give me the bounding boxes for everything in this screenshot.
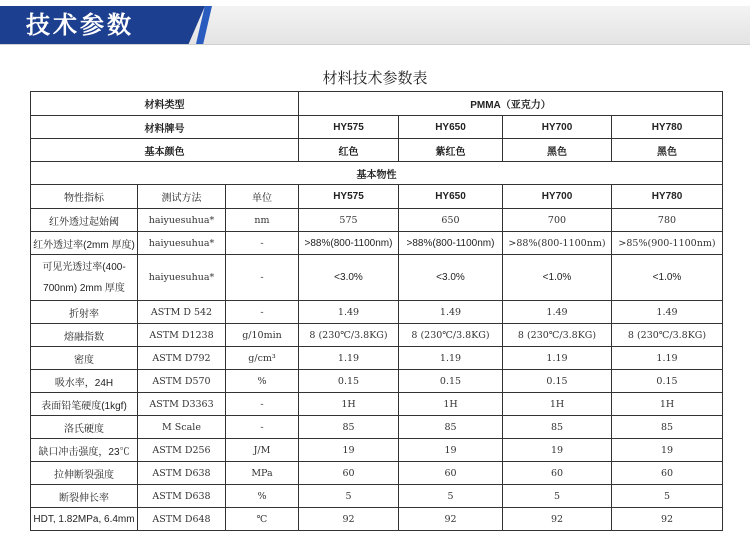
table-row (31, 393, 723, 416)
grade-cell: HY780 (612, 116, 723, 139)
column-header: HY700 (503, 185, 612, 209)
color-cell: 红色 (299, 139, 399, 162)
value-cell: 60 (399, 462, 503, 485)
color-cell: 紫红色 (399, 139, 503, 162)
value-cell: 85 (399, 416, 503, 439)
method-cell: ASTM D1238 (138, 324, 226, 347)
property-cell: 表面铅笔硬度(1kgf) (31, 393, 138, 416)
value-cell: 19 (299, 439, 399, 462)
value-cell: 0.15 (299, 370, 399, 393)
unit-cell: - (226, 416, 299, 439)
property-cell: 洛氏硬度 (31, 416, 138, 439)
material-type-value: PMMA（亚克力） (299, 92, 723, 116)
section-heading: 基本物性 (31, 162, 723, 185)
value-cell: 1H (612, 393, 723, 416)
property-cell: 熔融指数 (31, 324, 138, 347)
table-row (31, 508, 723, 531)
method-cell: ASTM D570 (138, 370, 226, 393)
value-cell: 85 (503, 416, 612, 439)
property-cell: 密度 (31, 347, 138, 370)
method-cell: ASTM D 542 (138, 301, 226, 324)
grade-row (31, 116, 723, 139)
unit-cell: - (226, 393, 299, 416)
column-header: 测试方法 (138, 185, 226, 209)
value-cell: 92 (612, 508, 723, 531)
method-cell: ASTM D792 (138, 347, 226, 370)
property-cell: 拉伸断裂强度 (31, 462, 138, 485)
value-cell: 1.49 (299, 301, 399, 324)
value-cell: 1.19 (503, 347, 612, 370)
value-cell: <3.0% (299, 255, 399, 301)
value-cell: 575 (299, 209, 399, 232)
property-cell: 缺口冲击强度，23℃ (31, 439, 138, 462)
value-cell: >88%(800-1100nm) (503, 232, 612, 255)
color-row (31, 139, 723, 162)
table-row (31, 301, 723, 324)
material-type-label: 材料类型 (31, 92, 299, 116)
table-row (31, 209, 723, 232)
method-cell: ASTM D638 (138, 485, 226, 508)
material-type-row (31, 92, 723, 116)
value-cell: <1.0% (612, 255, 723, 301)
grade-cell: HY650 (399, 116, 503, 139)
value-cell: 1.19 (299, 347, 399, 370)
table-row (31, 485, 723, 508)
value-cell: 5 (299, 485, 399, 508)
value-cell: 1H (399, 393, 503, 416)
property-cell: 红外透过率(2mm 厚度) (31, 232, 138, 255)
grade-cell: HY575 (299, 116, 399, 139)
value-cell: 5 (612, 485, 723, 508)
unit-cell: % (226, 370, 299, 393)
header-bar (0, 0, 750, 48)
property-cell: HDT, 1.82MPa, 6.4mm (31, 508, 138, 531)
spec-table (30, 91, 723, 531)
value-cell: 19 (503, 439, 612, 462)
value-cell: >85%(900-1100nm) (612, 232, 723, 255)
property-cell: 折射率 (31, 301, 138, 324)
value-cell: 8 (230℃/3.8KG) (612, 324, 723, 347)
page-title: 技术参数 (26, 11, 134, 39)
value-cell: 700 (503, 209, 612, 232)
unit-cell: - (226, 255, 299, 301)
method-cell: M Scale (138, 416, 226, 439)
value-cell: 1H (299, 393, 399, 416)
grade-cell: HY700 (503, 116, 612, 139)
color-cell: 黑色 (503, 139, 612, 162)
value-cell: 92 (299, 508, 399, 531)
method-cell: ASTM D3363 (138, 393, 226, 416)
column-header: 物性指标 (31, 185, 138, 209)
value-cell: >88%(800-1100nm) (299, 232, 399, 255)
method-cell: haiyuesuhua* (138, 232, 226, 255)
table-row (31, 439, 723, 462)
table-row (31, 416, 723, 439)
value-cell: 0.15 (399, 370, 503, 393)
value-cell: 60 (503, 462, 612, 485)
value-cell: 780 (612, 209, 723, 232)
column-header: HY650 (399, 185, 503, 209)
method-cell: haiyuesuhua* (138, 209, 226, 232)
unit-cell: MPa (226, 462, 299, 485)
property-cell: 红外透过起始阈 (31, 209, 138, 232)
unit-cell: % (226, 485, 299, 508)
unit-cell: ℃ (226, 508, 299, 531)
value-cell: 0.15 (503, 370, 612, 393)
value-cell: 8 (230℃/3.8KG) (399, 324, 503, 347)
column-header: HY575 (299, 185, 399, 209)
value-cell: 5 (399, 485, 503, 508)
value-cell: 19 (399, 439, 503, 462)
table-row (31, 232, 723, 255)
value-cell: 1.19 (612, 347, 723, 370)
color-cell: 黑色 (612, 139, 723, 162)
value-cell: 650 (399, 209, 503, 232)
property-cell: 断裂伸长率 (31, 485, 138, 508)
table-row (31, 324, 723, 347)
value-cell: 8 (230℃/3.8KG) (503, 324, 612, 347)
unit-cell: J/M (226, 439, 299, 462)
value-cell: 1.49 (612, 301, 723, 324)
unit-cell: - (226, 301, 299, 324)
value-cell: >88%(800-1100nm) (399, 232, 503, 255)
method-cell: ASTM D256 (138, 439, 226, 462)
property-cell: 吸水率，24H (31, 370, 138, 393)
table-row (31, 462, 723, 485)
value-cell: 1.49 (399, 301, 503, 324)
value-cell: 19 (612, 439, 723, 462)
value-cell: 60 (612, 462, 723, 485)
property-cell: 可见光透过率(400-700nm) 2mm 厚度 (31, 255, 138, 301)
value-cell: 92 (399, 508, 503, 531)
value-cell: 60 (299, 462, 399, 485)
unit-cell: g/cm³ (226, 347, 299, 370)
value-cell: 1.49 (503, 301, 612, 324)
table-row (31, 347, 723, 370)
value-cell: <1.0% (503, 255, 612, 301)
column-header: HY780 (612, 185, 723, 209)
value-cell: 1.19 (399, 347, 503, 370)
column-header-row (31, 185, 723, 209)
table-row (31, 255, 723, 301)
value-cell: 8 (230℃/3.8KG) (299, 324, 399, 347)
value-cell: <3.0% (399, 255, 503, 301)
value-cell: 85 (612, 416, 723, 439)
table-title: 材料技术参数表 (322, 69, 428, 87)
color-label: 基本颜色 (31, 139, 299, 162)
column-header: 单位 (226, 185, 299, 209)
grade-label: 材料牌号 (31, 116, 299, 139)
table-row (31, 370, 723, 393)
section-row (31, 162, 723, 185)
value-cell: 85 (299, 416, 399, 439)
value-cell: 5 (503, 485, 612, 508)
unit-cell: g/10min (226, 324, 299, 347)
method-cell: haiyuesuhua* (138, 255, 226, 301)
value-cell: 92 (503, 508, 612, 531)
unit-cell: - (226, 232, 299, 255)
value-cell: 0.15 (612, 370, 723, 393)
method-cell: ASTM D648 (138, 508, 226, 531)
value-cell: 1H (503, 393, 612, 416)
method-cell: ASTM D638 (138, 462, 226, 485)
unit-cell: nm (226, 209, 299, 232)
